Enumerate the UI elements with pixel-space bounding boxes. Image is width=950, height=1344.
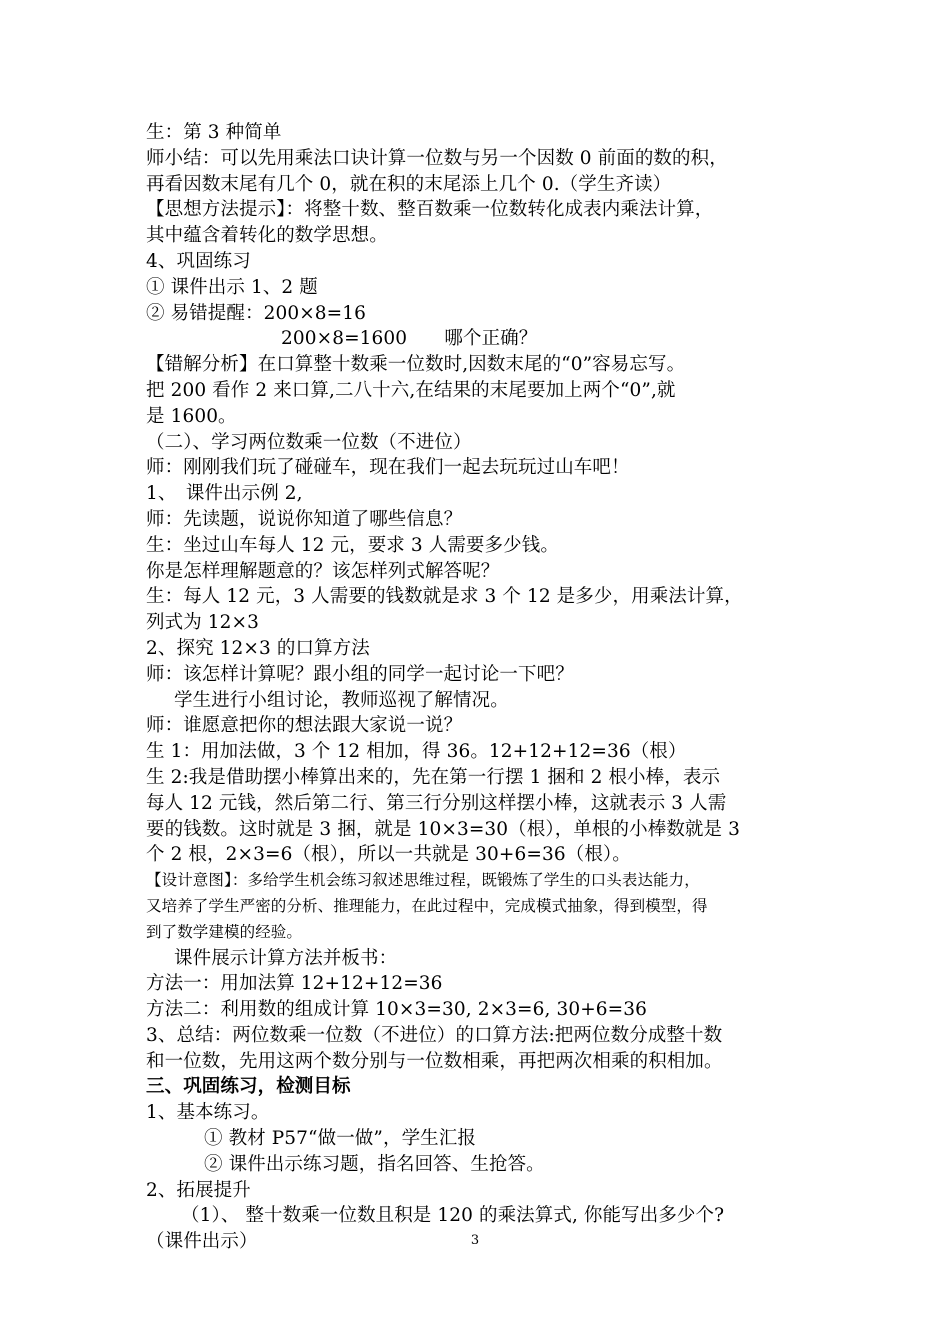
text-line: 把 200 看作 2 来口算,二八十六,在结果的末尾要加上两个“0”,就	[146, 379, 676, 401]
text-line: 200×8=1600 哪个正确？	[281, 328, 538, 350]
section-heading: 三、巩固练习，检测目标	[146, 1076, 351, 1098]
text-line: 和一位数，先用这两个数分别与一位数相乘，再把两次相乘的积相加。	[146, 1050, 723, 1072]
text-line: 列式为 12×3	[146, 612, 259, 634]
text-line: 学生进行小组讨论，教师巡视了解情况。	[174, 689, 509, 711]
text-line: 【错解分析】在口算整十数乘一位数时,因数末尾的“0”容易忘写。	[146, 354, 686, 376]
text-line: 你是怎样理解题意的？该怎样列式解答呢？	[146, 560, 500, 582]
text-line: 是 1600。	[146, 405, 237, 427]
text-line: 又培养了学生严密的分析、推理能力，在此过程中，完成模式抽象，得到模型，得	[146, 896, 708, 915]
text-line: 再看因数末尾有几个 0，就在积的末尾添上几个 0.（学生齐读）	[146, 173, 672, 195]
text-line: 方法一：用加法算 12+12+12=36	[146, 973, 443, 995]
text-line: 到了数学建模的经验。	[146, 922, 303, 941]
text-line: 师：谁愿意把你的想法跟大家说一说？	[146, 715, 463, 737]
text-line: 要的钱数。这时就是 3 捆，就是 10×3=30（根），单根的小棒数就是 3	[146, 818, 740, 840]
text-line: 1、 课件出示例 2,	[146, 483, 303, 505]
text-line: 师：先读题，说说你知道了哪些信息？	[146, 508, 463, 530]
text-line: 师：刚刚我们玩了碰碰车，现在我们一起去玩玩过山车吧！	[146, 457, 630, 479]
text-line: 2、拓展提升	[146, 1179, 251, 1201]
text-line: 生：每人 12 元，3 人需要的钱数就是求 3 个 12 是多少，用乘法计算，	[146, 586, 743, 608]
text-line: 每人 12 元钱，然后第二行、第三行分别这样摆小棒，这就表示 3 人需	[146, 792, 727, 814]
text-line: 【思想方法提示】：将整十数、整百数乘一位数转化成表内乘法计算，	[146, 199, 714, 221]
text-line: 3、总结：两位数乘一位数（不进位）的口算方法:把两位数分成整十数	[146, 1024, 723, 1046]
text-line: （课件出示）	[146, 1231, 258, 1253]
text-line: 生 2:我是借助摆小棒算出来的，先在第一行摆 1 捆和 2 根小棒，表示	[146, 766, 721, 788]
document-body	[146, 120, 826, 1255]
text-line: ① 课件出示 1、2 题	[146, 276, 318, 298]
text-line: 生 1：用加法做，3 个 12 相加，得 36。12+12+12=36（根）	[146, 741, 687, 763]
text-line: ② 易错提醒：200×8=16	[146, 302, 367, 324]
text-line: 方法二：利用数的组成计算 10×3=30, 2×3=6, 30+6=36	[146, 999, 648, 1021]
section-heading: 2、探究 12×3 的口算方法	[146, 637, 370, 659]
text-line: （1）、 整十数乘一位数且积是 120 的乘法算式, 你能写出多少个?	[181, 1205, 725, 1227]
text-line: 其中蕴含着转化的数学思想。	[146, 225, 388, 247]
text-line: ① 教材 P57“做一做”，学生汇报	[204, 1128, 476, 1150]
text-line: 课件展示计算方法并板书：	[174, 947, 398, 969]
text-line: 生：第 3 种简单	[146, 122, 282, 143]
text-line: 生：坐过山车每人 12 元，要求 3 人需要多少钱。	[146, 534, 559, 556]
section-heading: （二）、学习两位数乘一位数（不进位）	[146, 431, 472, 453]
page-number: 3	[470, 1233, 480, 1248]
text-line: 师小结：可以先用乘法口诀计算一位数与另一个因数 0 前面的数的积，	[146, 147, 728, 169]
text-line: 个 2 根，2×3=6（根），所以一共就是 30+6=36（根）。	[146, 844, 631, 866]
text-line: ② 课件出示练习题，指名回答、生抢答。	[204, 1153, 545, 1175]
text-line: 师：该怎样计算呢？跟小组的同学一起讨论一下吧？	[146, 663, 574, 685]
section-heading: 4、巩固练习	[146, 250, 251, 272]
text-line: 1、基本练习。	[146, 1102, 270, 1124]
text-line: 【设计意图】：多给学生机会练习叙述思维过程，既锻炼了学生的口头表达能力，	[146, 871, 700, 890]
